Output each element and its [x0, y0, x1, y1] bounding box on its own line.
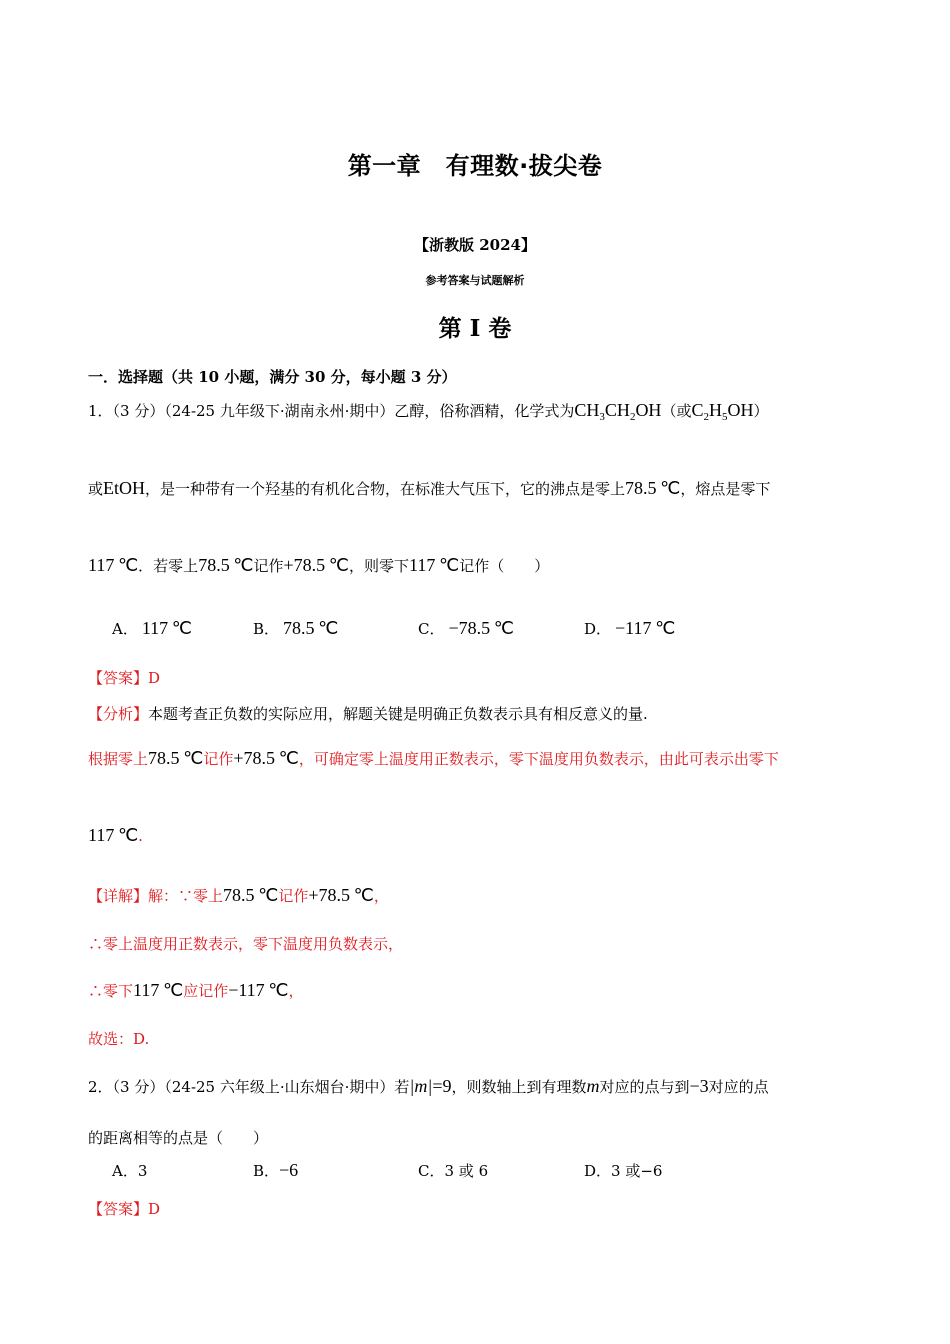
q1-prefix: 1．（3 分）（24-25 九年级下·湖南永州·期中）乙醇，俗称酒精，化学式为	[88, 402, 575, 420]
q1-step3: ∴零下117 ℃应记作−117 ℃，	[88, 980, 304, 1000]
q1-basis-line1: 根据零上78.5 ℃记作+78.5 ℃，可确定零上温度用正数表示，零下温度用负数表示，由此可表示出零下	[88, 748, 779, 768]
q2-option-a[interactable]: A．3	[112, 1162, 148, 1180]
q2-line2: 的距离相等的点是（ ）	[88, 1129, 269, 1147]
q1-line2-text: ，是一种带有一个羟基的有机化合物，在标准大气压下，它的沸点是零上	[145, 480, 626, 498]
q1-formula-c2h5oh: $C_2H_5OH$	[691, 400, 754, 423]
q1-conclusion: 故选：D.	[88, 1030, 150, 1048]
q1-analysis: 【分析】本题考查正负数的实际应用，解题关键是明确正负数表示具有相反意义的量.	[88, 705, 648, 723]
q1-basis-line2: 117 ℃.	[88, 825, 143, 845]
q1-temp-below: 117 ℃	[409, 555, 460, 575]
q1-line3	[88, 555, 549, 576]
q1-etoh: EtOH	[103, 478, 146, 498]
q1-line3-d: 记作（ ）	[459, 557, 550, 575]
q2-option-b[interactable]: B．−6	[253, 1160, 299, 1180]
q1-step2: ∴零上温度用正数表示，零下温度用负数表示，	[88, 935, 404, 953]
q1-or: 或	[88, 480, 104, 498]
subtitle: 参考答案与试题解析	[425, 274, 525, 287]
q1-answer: 【答案】D	[88, 669, 161, 687]
section-heading: 一．选择题（共 10 小题，满分 30 分，每小题 3 分）	[88, 368, 457, 386]
q2-option-d[interactable]: D．3 或−6	[584, 1162, 663, 1180]
q1-line3-a: ．若零上	[138, 557, 199, 575]
q1-melting-point: 117 ℃	[88, 555, 139, 575]
q2-abs-m: |m|	[409, 1076, 433, 1096]
q1-detail: 【详解】解：∵零上78.5 ℃记作+78.5 ℃，	[88, 885, 389, 905]
q1-line1	[88, 400, 768, 423]
q2-line1: 2．（3 分）（24-25 六年级上·山东烟台·期中）若|m|=9，则数轴上到有理数m对应的点与到−3对应的点	[88, 1076, 769, 1096]
q1-option-a[interactable]: A． 117 ℃	[112, 618, 193, 638]
q2-answer: 【答案】D	[88, 1200, 161, 1218]
q1-temp-above: 78.5 ℃	[198, 555, 254, 575]
q1-line2-end: ，熔点是零下	[680, 480, 771, 498]
q1-option-c[interactable]: C． −78.5 ℃	[418, 618, 514, 638]
edition-label: 【浙教版 2024】	[414, 236, 536, 254]
q1-paren-or: （或	[661, 402, 692, 420]
q2-var-m: m	[586, 1076, 600, 1096]
volume-heading: 第 I 卷	[438, 315, 512, 342]
q1-option-d[interactable]: D． −117 ℃	[584, 618, 676, 638]
q1-option-b[interactable]: B． 78.5 ℃	[253, 618, 339, 638]
page-title: 第一章 有理数·拔尖卷	[347, 152, 603, 180]
q1-plus-temp: +78.5 ℃	[283, 555, 350, 575]
q1-line3-c: ，则零下	[349, 557, 410, 575]
q1-boiling-point: 78.5 ℃	[625, 478, 681, 498]
q1-paren-close: ）	[753, 402, 769, 420]
q1-line2	[88, 478, 770, 499]
q1-line3-b: 记作	[253, 557, 284, 575]
q2-option-c[interactable]: C．3 或 6	[418, 1162, 489, 1180]
q1-formula-ch3: $CH_3CH_2OH$	[574, 400, 662, 423]
